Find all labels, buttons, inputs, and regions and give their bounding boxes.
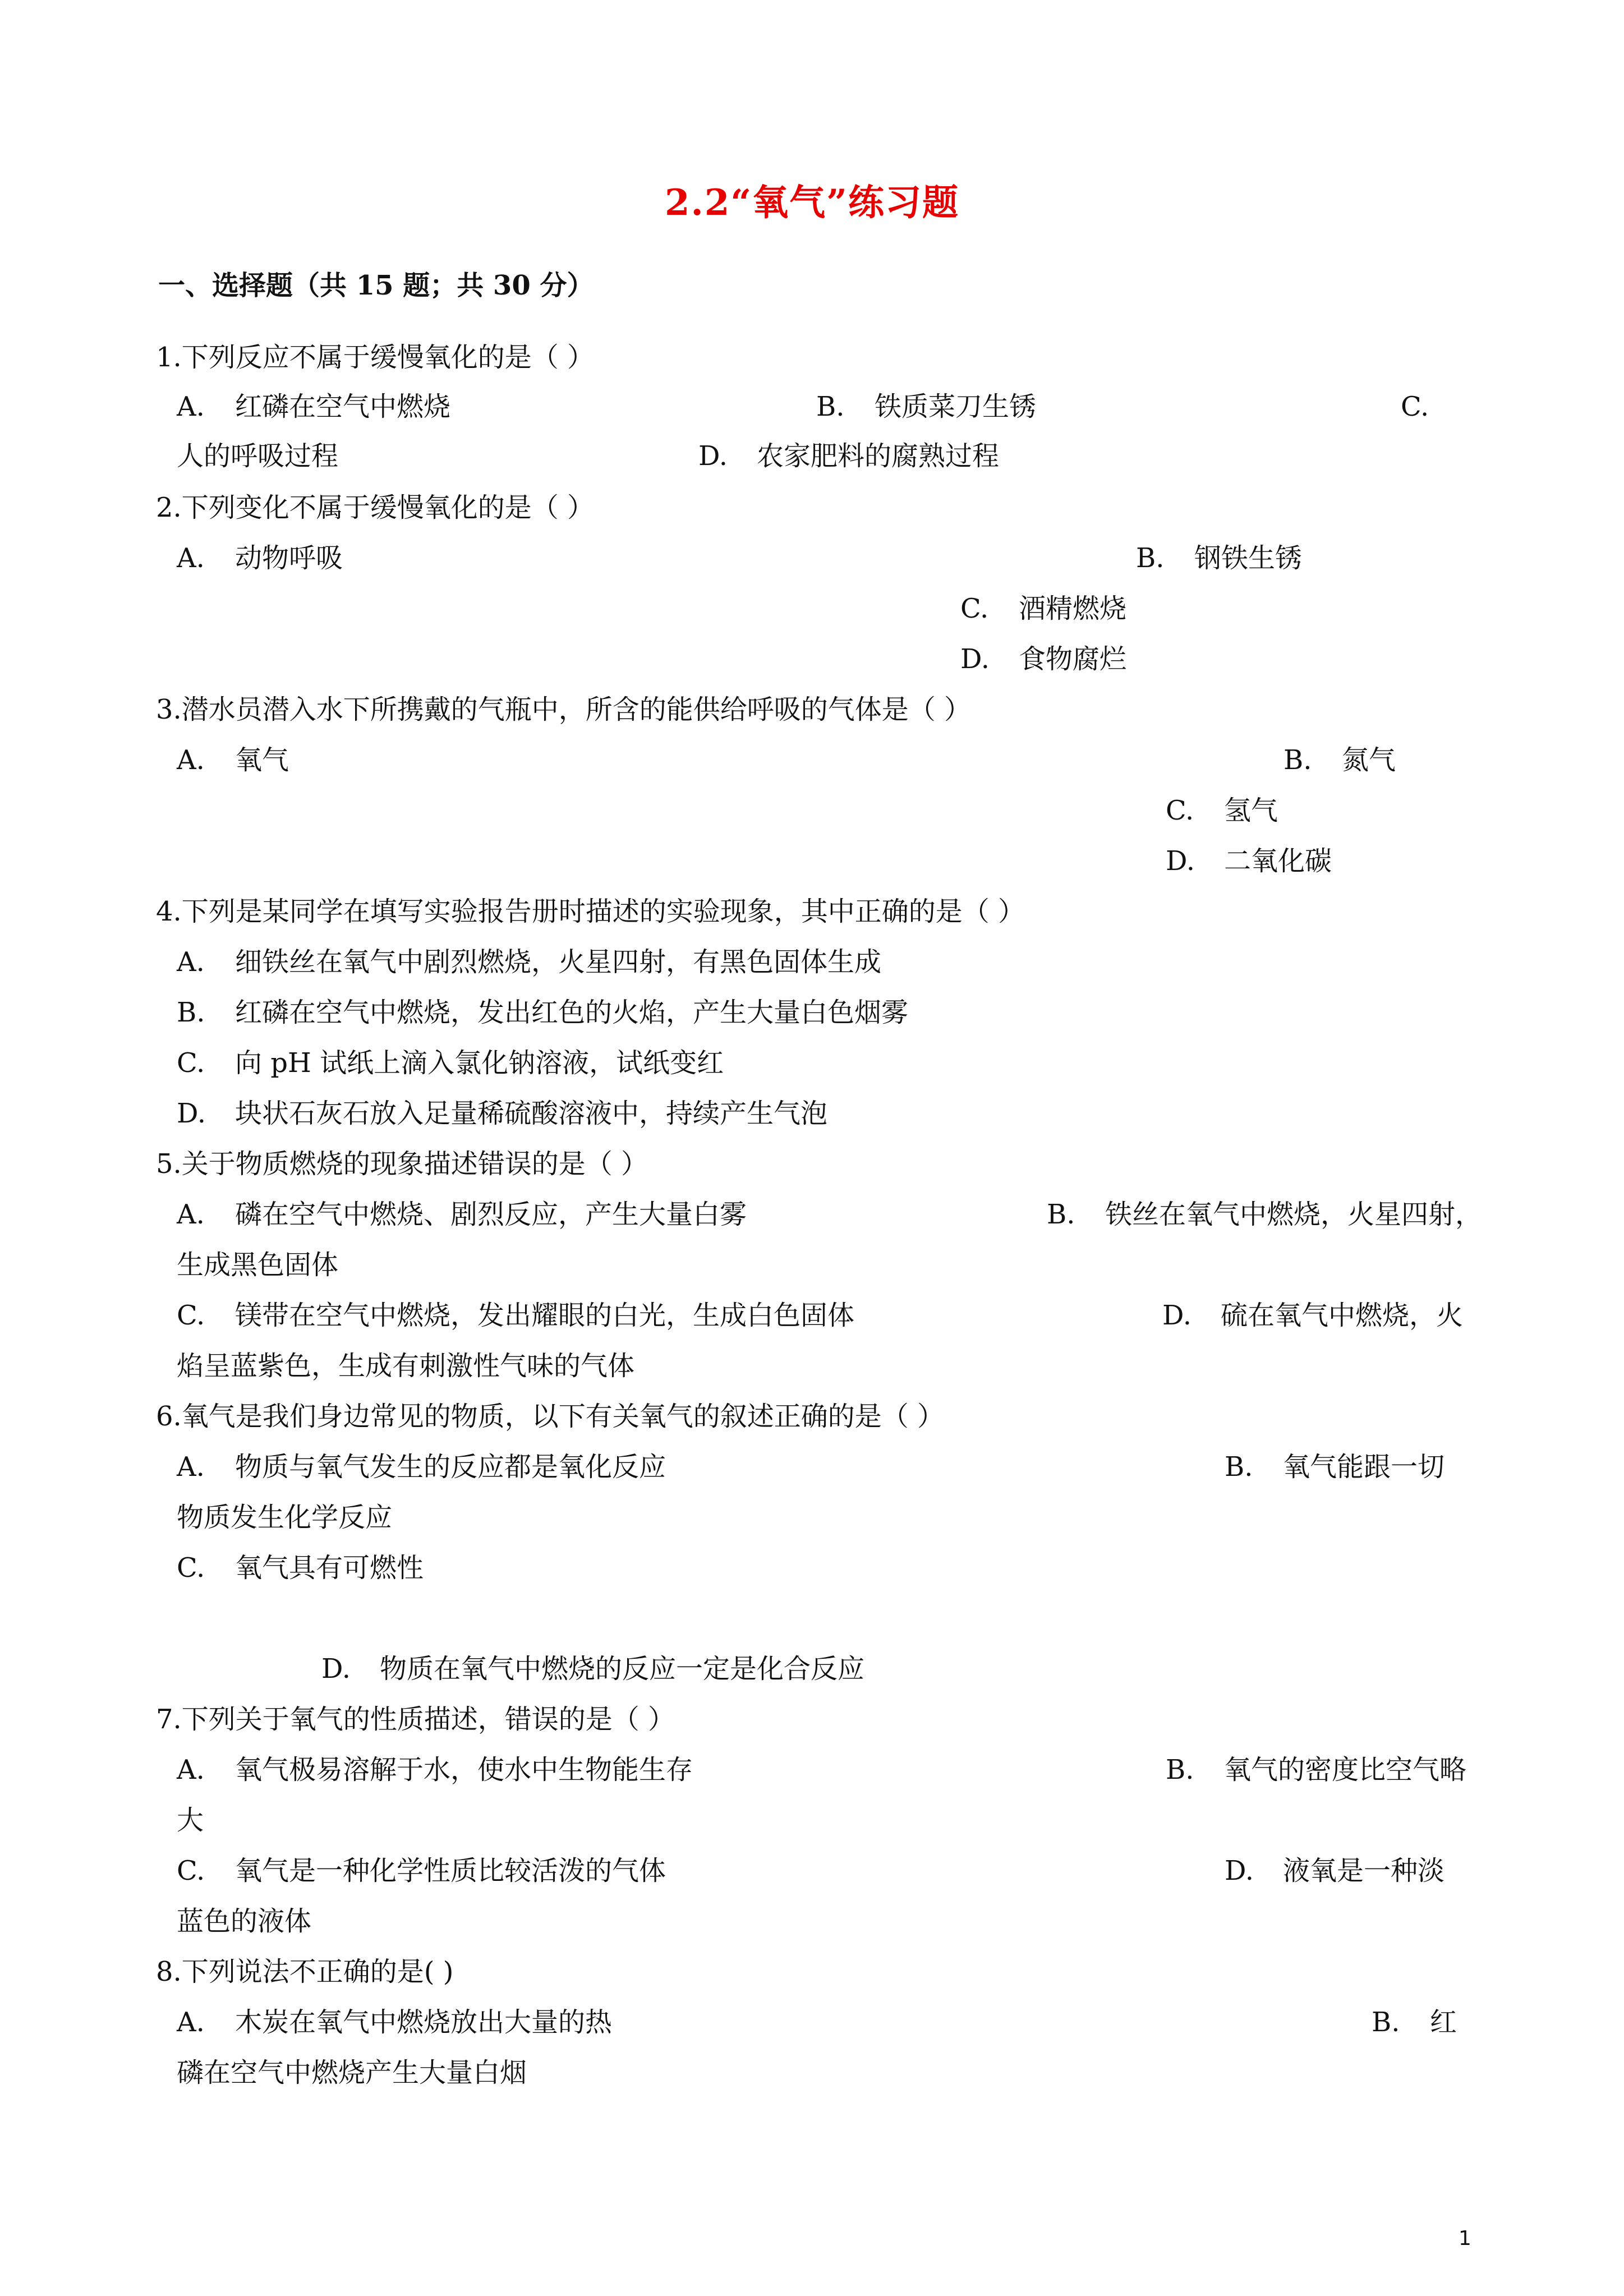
q3-option-c: C. 氢气 [1166,795,1278,826]
q1-option-c-text: 人的呼吸过程 [177,440,339,472]
q6-option-c: C. 氧气具有可燃性 [177,1552,424,1584]
q4-option-c: C. 向 pH 试纸上滴入氯化钠溶液，试纸变红 [177,1047,724,1079]
q7-option-b-cont: 大 [177,1805,204,1836]
question-7-stem: 7.下列关于氧气的性质描述，错误的是（ ） [156,1704,675,1735]
q5-option-a: A. 磷在空气中燃烧、剧烈反应，产生大量白雾 [177,1199,747,1230]
q6-option-b-cont: 物质发生化学反应 [177,1502,393,1533]
q6-option-a: A. 物质与氧气发生的反应都是氧化反应 [177,1451,666,1483]
q7-option-a: A. 氧气极易溶解于水，使水中生物能生存 [177,1754,693,1786]
question-3-stem: 3.潜水员潜入水下所携戴的气瓶中，所含的能供给呼吸的气体是（ ） [156,694,972,725]
question-2-stem: 2.下列变化不属于缓慢氧化的是（ ） [156,492,595,523]
question-4-stem: 4.下列是某同学在填写实验报告册时描述的实验现象，其中正确的是（ ） [156,896,1025,927]
q5-option-d-cont: 焰呈蓝紫色，生成有刺激性气味的气体 [177,1350,635,1382]
q2-option-a: A. 动物呼吸 [177,542,343,574]
q4-option-d: D. 块状石灰石放入足量稀硫酸溶液中，持续产生气泡 [177,1098,828,1129]
question-1-stem: 1.下列反应不属于缓慢氧化的是（ ） [156,342,595,373]
q3-option-b: B. 氮气 [1283,744,1396,776]
q4-option-b: B. 红磷在空气中燃烧，发出红色的火焰，产生大量白色烟雾 [177,997,909,1028]
q3-option-a: A. 氧气 [177,744,289,776]
q8-option-b: B. 红 [1372,2007,1457,2038]
q6-option-b: B. 氧气能跟一切 [1225,1451,1445,1483]
q3-option-d: D. 二氧化碳 [1166,845,1332,877]
q5-option-b: B. 铁丝在氧气中燃烧，火星四射， [1047,1199,1483,1230]
q1-option-c-letter: C. [1401,391,1429,422]
q4-option-a: A. 细铁丝在氧气中剧烈燃烧，火星四射，有黑色固体生成 [177,946,882,978]
q1-option-a: A. 红磷在空气中燃烧 [177,391,451,422]
q1-option-b: B. 铁质菜刀生锈 [816,391,1037,422]
document-title: 2.2“氧气”练习题 [665,182,959,224]
question-8-stem: 8.下列说法不正确的是( ) [156,1956,454,1987]
q8-option-a: A. 木炭在氧气中燃烧放出大量的热 [177,2007,613,2038]
question-5-stem: 5.关于物质燃烧的现象描述错误的是（ ） [156,1148,648,1180]
section-heading: 一、选择题（共 15 题；共 30 分） [158,270,594,301]
q7-option-b: B. 氧气的密度比空气略 [1166,1754,1467,1786]
q2-option-c: C. 酒精燃烧 [960,593,1127,624]
q5-option-d: D. 硫在氧气中燃烧，火 [1162,1300,1464,1331]
q7-option-d-cont: 蓝色的液体 [177,1906,312,1937]
page-number: 1 [1459,2227,1471,2250]
q2-option-d: D. 食物腐烂 [960,643,1127,675]
q1-option-d: D. 农家肥料的腐熟过程 [698,440,1000,472]
q6-option-d: D. 物质在氧气中燃烧的反应一定是化合反应 [321,1653,865,1685]
q8-option-b-cont: 磷在空气中燃烧产生大量白烟 [177,2057,527,2088]
q5-option-b-cont: 生成黑色固体 [177,1249,339,1281]
q7-option-c: C. 氧气是一种化学性质比较活泼的气体 [177,1855,666,1887]
q5-option-c: C. 镁带在空气中燃烧，发出耀眼的白光，生成白色固体 [177,1300,855,1331]
question-6-stem: 6.氧气是我们身边常见的物质，以下有关氧气的叙述正确的是（ ） [156,1401,945,1432]
q2-option-b: B. 钢铁生锈 [1136,542,1303,574]
q7-option-d: D. 液氧是一种淡 [1225,1855,1445,1887]
